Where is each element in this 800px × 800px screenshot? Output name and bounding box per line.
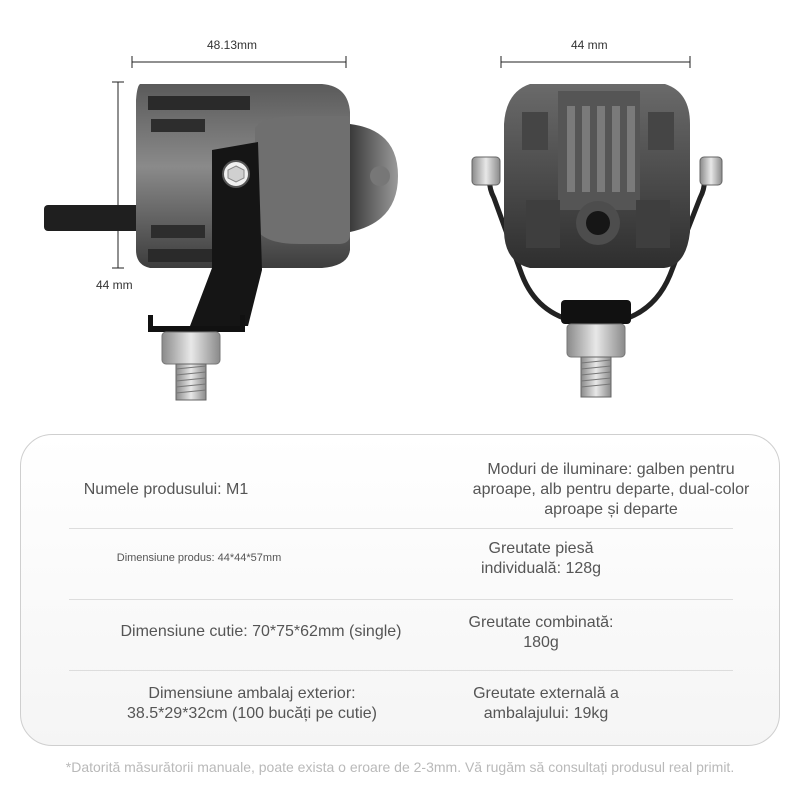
product-name-text: Numele produsului: M1 [83,481,249,498]
side-height-label: 44 mm [96,278,133,292]
front-width-label: 44 mm [571,38,608,52]
spec-divider-3 [69,670,733,671]
product-spec-card [20,434,780,746]
spec-divider-1 [69,528,733,529]
side-view-width-dimension-line [132,56,346,68]
unit-weight-text: Greutate piesă individuală: 128g [480,540,602,577]
side-width-label: 48.13mm [207,38,258,52]
product-dimension-text: Dimensiune produs: 44*44*57mm [116,552,282,564]
combined-weight-text: Greutate combinată: 180g [468,614,614,651]
side-view-light-image [44,84,398,400]
outer-package-weight-text: Greutate externală a ambalajului: 19kg [473,685,619,722]
measurement-footnote: *Datorită măsurătorii manuale, poate exista o eroare de 2-3mm. Vă rugăm să consultați produsul real primit. [65,759,735,775]
front-view-light-image [472,84,722,397]
lighting-modes-text: Moduri de iluminare: galben pentru aproape, alb pentru departe, dual-color aproape și departe [472,461,750,518]
box-dimension-text: Dimensiune cutie: 70*75*62mm (single) [120,623,402,640]
outer-package-dimension-text: Dimensiune ambalaj exterior: 38.5*29*32cm (100 bucăți pe cutie) [127,685,377,722]
front-view-width-dimension-line [501,56,690,68]
side-view-height-dimension-line [112,82,124,268]
spec-divider-2 [69,599,733,600]
